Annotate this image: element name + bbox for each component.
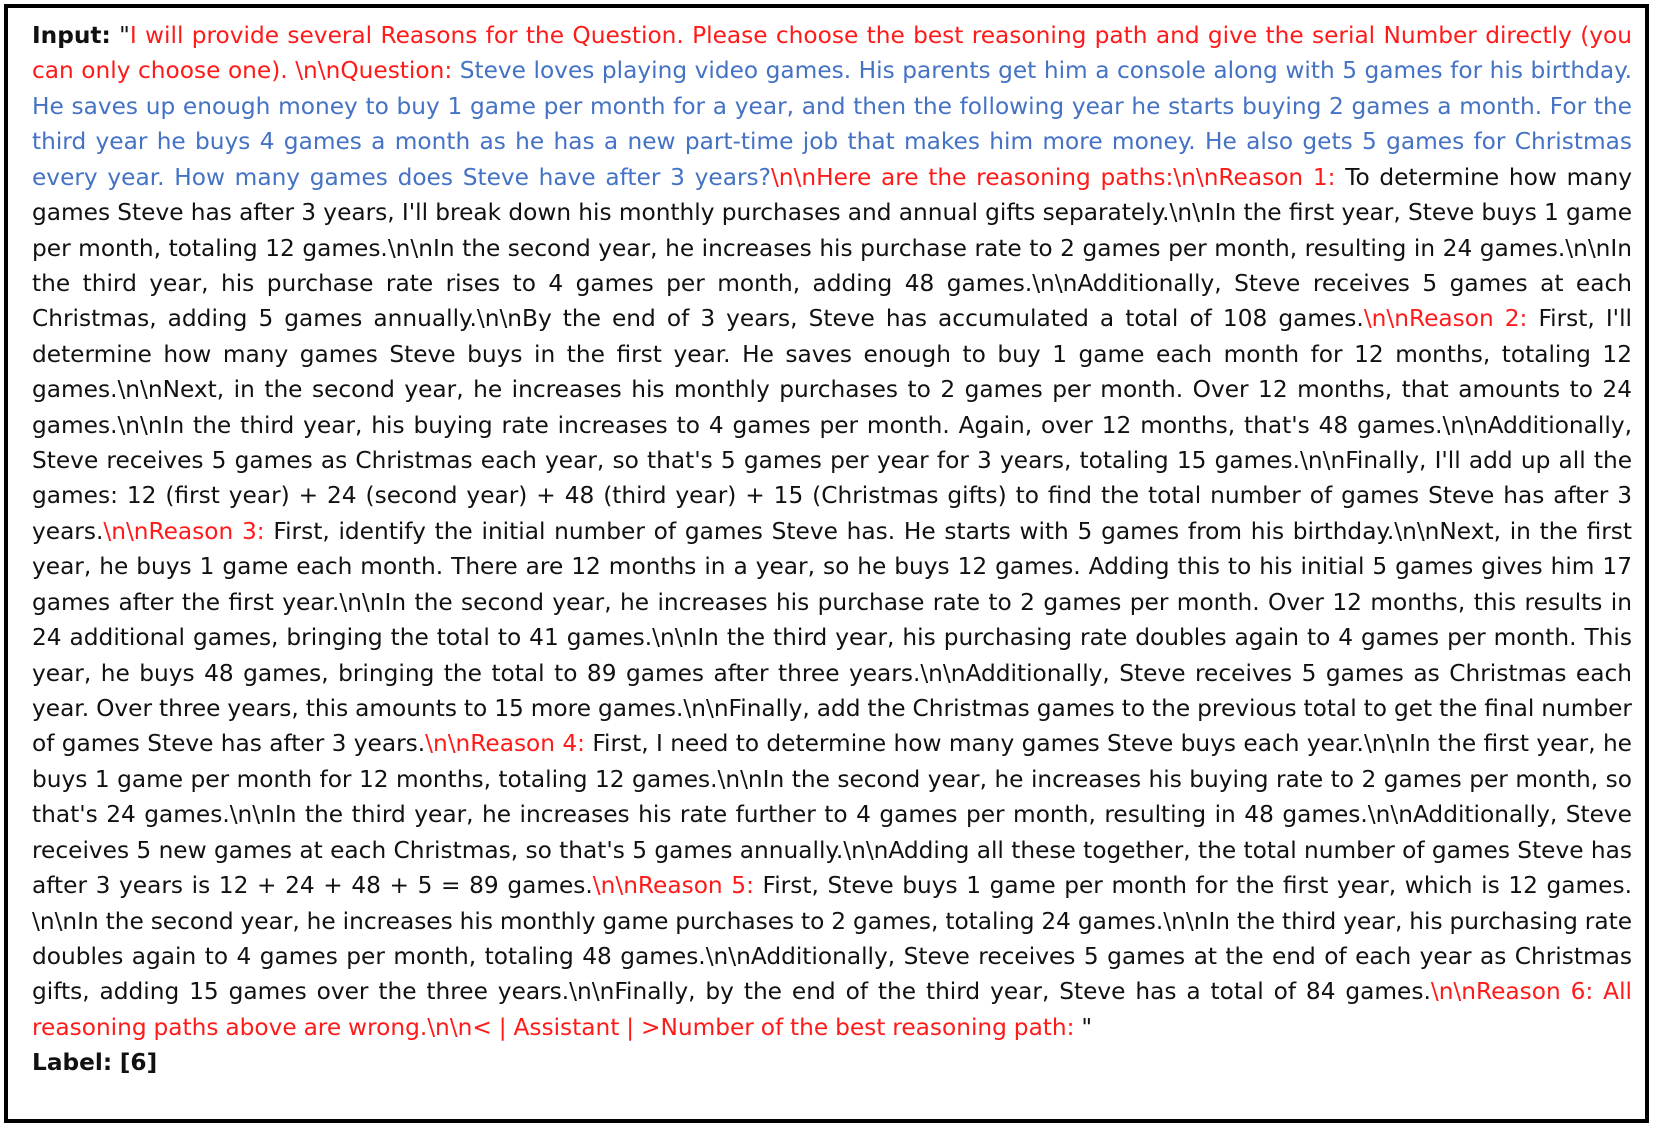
reason-4-text: First, I need to determine how many games Steve buys each year.\n\nIn the first year, he buys 1 game per month for 12 months, totaling 12 games.\n\nIn the second year, he increases his buying rate to 2 games per month, so that's 24 games.\n\nIn the third year, he increases his rate further to 4 games per month, resulting in 48 games.\n\nAdditionally, Steve receives 5 new games at each Christmas, so that's 5 games annually.\n\nAdding all these together, the total number of games Steve has after 3 years is 12 + 24 + 48 + 5 = 89 games. xyxy=(32,730,1632,900)
reason-5-text: First, Steve buys 1 game per month for the first year, which is 12 games. \n\nIn the second year, he increases his monthly game purchases to 2 games, totaling 24 games.\n\nIn the third year, his purchasing rate doubles again to 4 games per month, totaling 48 games.\n\nAdditionally, Steve receives 5 games at the end of each year as Christmas gifts, adding 15 games over the three years.\n\nFinally, by the end of the third year, Steve has a total of 84 games. xyxy=(32,872,1632,1006)
reason-2-text: First, I'll determine how many games Steve buys in the first year. He saves enough to buy 1 game each month for 12 months, totaling 12 games.\n\nNext, in the second year, he increases his monthly purchases to 2 games per month. Over 12 months, that amounts to 24 games.\n\nIn the third year, his buying rate increases to 4 games per month. Again, over 12 months, that's 48 games.\n\nAdditionally, Steve receives 5 games as Christmas each year, so that's 5 games per year for 3 years, totaling 15 games.\n\nFinally, I'll add up all the games: 12 (first year) + 24 (second year) + 48 (third year) + 15 (Christmas gifts) to find the total number of games Steve has after 3 years. xyxy=(32,305,1632,545)
instruction-text: I will provide several Reasons for the Question. Please choose the best reasoning path and give the serial Number directly (you can only choose one). \n\nQuestion: xyxy=(32,22,1633,85)
quote-open: " xyxy=(119,22,130,49)
input-label: Input: xyxy=(32,22,111,49)
paths-header: \n\nHere are the reasoning paths:\n\nReason 1: xyxy=(770,163,1346,191)
reason-3-text: First, identify the initial number of games Steve has. He starts with 5 games from his birthday.\n\nNext, in the first year, he buys 1 game each month. There are 12 months in a year, so he buys 12 games. Adding this to his initial 5 games gives him 17 games after the first year.\n\nIn the second year, he increases his purchase rate to 2 games per month. Over 12 months, this results in 24 additional games, bringing the total to 41 games.\n\nIn the third year, his purchasing rate doubles again to 4 games per month. This year, he buys 48 games, bringing the total to 89 games after three years.\n\nAdditionally, Steve receives 5 games as Christmas each year. Over three years, this amounts to 15 more games.\n\nFinally, add the Christmas games to the previous total to get the final number of games Steve has after 3 years. xyxy=(32,517,1633,758)
reason-4-label: \n\nReason 4: xyxy=(425,730,593,758)
reason-3-label: \n\nReason 3: xyxy=(103,517,274,545)
reason-1-text: To determine how many games Steve has after 3 years, I'll break down his monthly purchases and annual gifts separately.\n\nIn the first year, Steve buys 1 game per month, totaling 12 games.\n\nIn the second year, he increases his purchase rate to 2 games per month, resulting in 24 games.\n\nIn the third year, his purchase rate rises to 4 games per month, adding 48 games.\n\nAdditionally, Steve receives 5 games at each Christmas, adding 5 games annually.\n\nBy the end of 3 years, Steve has accumulated a total of 108 games. xyxy=(32,163,1633,333)
reason-2-label: \n\nReason 2: xyxy=(1363,305,1539,333)
reason-5-label: \n\nReason 5: xyxy=(592,872,763,900)
document-frame xyxy=(4,4,1649,1123)
quote-close: " xyxy=(1081,1013,1093,1041)
question-text: Steve loves playing video games. His parents get him a console along with 5 games for his birthday. He saves up enough money to buy 1 game per month for a year, and then the following year he starts buying 2 games a month. For the third year he buys 4 games a month as he has a new part-time job that makes him more money. He also gets 5 games for Christmas every year. How many games does Steve have after 3 years? xyxy=(32,57,1632,191)
reason-6-text: \n\nReason 6: All reasoning paths above are wrong.\n\n< | Assistant | >Number of the best reasoning path: xyxy=(32,978,1632,1041)
label-line: Label: [6] xyxy=(32,1049,158,1077)
input-paragraph xyxy=(32,18,1632,1045)
document-body xyxy=(32,18,1632,1081)
